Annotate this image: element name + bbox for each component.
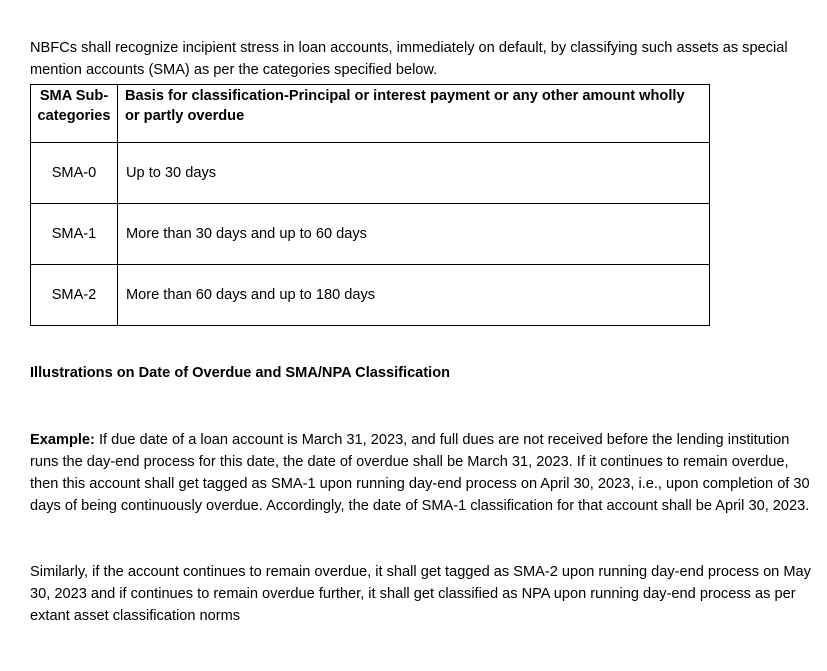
document-page [30,37,820,627]
section-heading: Illustrations on Date of Overdue and SMA/NPA Classification [30,365,451,381]
cell-category: SMA-0 [31,143,118,204]
similarly-paragraph: Similarly, if the account continues to remain overdue, it shall get tagged as SMA-2 upon running day-end process on May 30, 2023 and if continues to remain overdue further, it shall get classified as NPA upon running day-end process as per extant asset classification norms [30,564,811,624]
intro-paragraph: NBFCs shall recognize incipient stress in loan accounts, immediately on default, by classifying such assets as special mention accounts (SMA) as per the categories specified below. [30,40,788,78]
example-paragraph [30,429,820,517]
cell-basis: More than 60 days and up to 180 days [118,265,710,326]
table-row [31,265,710,326]
example-label: Example: [30,432,95,448]
header-basis: Basis for classification-Principal or interest payment or any other amount wholly or partly overdue [118,85,710,143]
header-sma-subcategories: SMA Sub-categories [31,85,118,143]
sma-table [30,84,710,326]
cell-category: SMA-1 [31,204,118,265]
table-row [31,143,710,204]
table-header-row [31,85,710,143]
cell-basis: Up to 30 days [118,143,710,204]
cell-category: SMA-2 [31,265,118,326]
cell-basis: More than 30 days and up to 60 days [118,204,710,265]
table-row [31,204,710,265]
example-text: If due date of a loan account is March 31, 2023, and full dues are not received before the lending institution runs the day-end process for this date, the date of overdue shall be March 31, 2023. If it continues to remain overdue, then this account shall get tagged as SMA-1 upon running day-end process on April 30, 2023, i.e., upon completion of 30 days of being continuously overdue. Accordingly, the date of SMA-1 classification for that account shall be April 30, 2023. [30,432,810,514]
